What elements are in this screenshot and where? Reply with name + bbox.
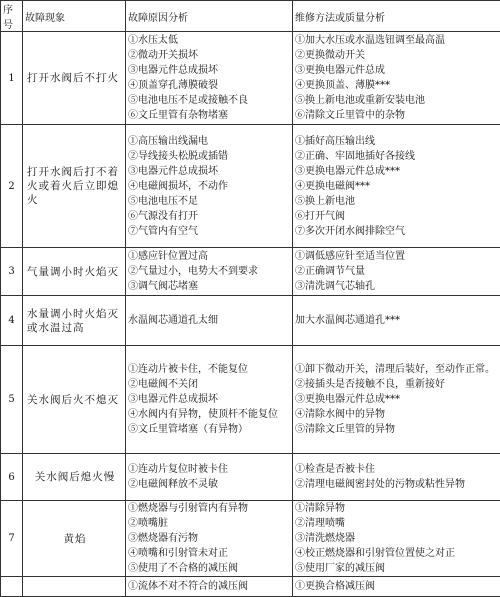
cause-item: ③燃烧器有污物 (128, 531, 290, 546)
repair-item: ③更换电器元件总成*** (295, 164, 498, 179)
cause-cell (126, 454, 293, 501)
row-number: 5 (1, 346, 23, 454)
cause-item: ①流体不对不符合的减压阀 (128, 579, 290, 594)
repair-item: ②更换微动开关 (295, 48, 498, 63)
header-symptom: 故障现象 (23, 1, 126, 32)
repair-cell (293, 346, 500, 454)
row-number: 7 (1, 501, 23, 577)
cause-item: ⑤电池电压不足 (128, 194, 290, 209)
cause-item: ②微动开关损坏 (128, 48, 290, 63)
header-no: 序号 (1, 1, 23, 32)
table-row (1, 346, 500, 454)
cause-item: 水温阀芯通道孔太细 (128, 313, 290, 328)
cause-item: ②喷嘴脏 (128, 516, 290, 531)
cause-item: ①燃烧器与引射管内有异物 (128, 501, 290, 516)
repair-item: ④清除水阀中的异物 (295, 407, 498, 422)
cause-item: ①连动片被卡住，不能复位 (128, 362, 290, 377)
cause-item: ③电器元件总成损坏 (128, 392, 290, 407)
cause-cell (126, 248, 293, 296)
cause-cell (126, 346, 293, 454)
cause-item: ①水压太低 (128, 33, 290, 48)
repair-item: ②接插头是否接触不良，重新接好 (295, 377, 498, 392)
repair-item: ①清除异物 (295, 501, 498, 516)
repair-item: ④校正燃烧器和引射管位置使之对正 (295, 546, 498, 561)
repair-cell (293, 296, 500, 346)
repair-item: ①调低感应针至适当位置 (295, 249, 498, 264)
cause-item: ⑥文丘里管有杂物堵塞 (128, 108, 290, 123)
row-number: 1 (1, 32, 23, 125)
repair-item: ②清理电磁阀密封处的污物或粘性异物 (295, 477, 498, 492)
repair-item: ①检查是否被卡住 (295, 462, 498, 477)
repair-item: ③清洗调气芯轴孔 (295, 279, 498, 294)
repair-item: ⑤换上新电池或重新安装电池 (295, 93, 498, 108)
symptom-cell: 关水阀后熄火慢 (23, 454, 126, 501)
repair-item: ⑤清除文丘里管的异物 (295, 422, 498, 437)
cause-item: ①连动片复位时被卡住 (128, 462, 290, 477)
row-number: 6 (1, 454, 23, 501)
repair-cell (293, 454, 500, 501)
cause-item: ②气量过小，电势大不到要求 (128, 264, 290, 279)
cause-item: ③电器元件总成损坏 (128, 164, 290, 179)
cause-item: ⑤文丘里管堵塞（有异物） (128, 422, 290, 437)
repair-item: ⑥清除文丘里管中的杂物 (295, 108, 498, 123)
cause-item: ④电磁阀损坏，不动作 (128, 179, 290, 194)
cause-item: ②导线接头松脱或插错 (128, 149, 290, 164)
cause-item: ③电器元件总成损坏 (128, 63, 290, 78)
repair-cell (293, 501, 500, 577)
repair-item: ⑤换上新电池 (295, 194, 498, 209)
cause-item: ①高压输出线漏电 (128, 134, 290, 149)
repair-item: ⑤使用厂家的减压阀 (295, 561, 498, 576)
header-cause: 故障原因分析 (126, 1, 293, 32)
repair-item: ①更换合格减压阀 (295, 579, 498, 594)
cause-cell (126, 125, 293, 248)
cause-item: ⑤使用了不合格的减压阀 (128, 561, 290, 576)
symptom-cell: 黄焰 (23, 501, 126, 577)
symptom-cell: 气量调小时火焰灭 (23, 248, 126, 296)
repair-cell (293, 32, 500, 125)
cause-item: ④水阀内有异物，使顶杆不能复位 (128, 407, 290, 422)
cause-item: ⑥气源没有打开 (128, 209, 290, 224)
repair-item: ③更换电器元件总成*** (295, 392, 498, 407)
cause-item: ⑦气管内有空气 (128, 224, 290, 239)
repair-item: ⑥打开气阀 (295, 209, 498, 224)
repair-cell (293, 125, 500, 248)
table-row (1, 32, 500, 125)
header-repair: 维修方法或质量分析 (293, 1, 500, 32)
row-number: 4 (1, 296, 23, 346)
cause-item: ③调气阀芯堵塞 (128, 279, 290, 294)
cause-item: ②电磁阀释放不灵敏 (128, 477, 290, 492)
table-row (1, 454, 500, 501)
cause-item: ④顶盖穿孔薄膜破裂 (128, 78, 290, 93)
repair-item: ①卸下微动开关，清理后装好，至动作正常。 (295, 362, 498, 377)
repair-item: ⑦多次开闭水阀排除空气 (295, 224, 498, 239)
header-row (1, 1, 500, 32)
cause-item: ④喷嘴和引射管未对正 (128, 546, 290, 561)
repair-item: ②清理喷嘴 (295, 516, 498, 531)
row-number (1, 577, 23, 597)
table-row (1, 296, 500, 346)
repair-item: ④更换电磁阀*** (295, 179, 498, 194)
repair-item: ①加大水压或水温选钮调至最高温 (295, 33, 498, 48)
cause-item: ②电磁阀不关闭 (128, 377, 290, 392)
symptom-cell: 打开水阀后打不着火或着火后立即熄火 (23, 125, 126, 248)
repair-cell (293, 248, 500, 296)
symptom-cell: 打开水阀后不打火 (23, 32, 126, 125)
repair-item: ②正确调节气量 (295, 264, 498, 279)
repair-item: ①插好高压输出线 (295, 134, 498, 149)
table-row (1, 501, 500, 577)
table-row (1, 577, 500, 597)
repair-item: 加大水温阀芯通道孔*** (295, 313, 498, 328)
symptom-cell (23, 577, 126, 597)
cause-cell (126, 501, 293, 577)
row-number: 3 (1, 248, 23, 296)
cause-item: ①感应针位置过高 (128, 249, 290, 264)
repair-item: ②正确、牢固地插好各接线 (295, 149, 498, 164)
symptom-cell: 关水阀后火不熄灭 (23, 346, 126, 454)
cause-cell (126, 296, 293, 346)
cause-item: ⑤电池电压不足或接触不良 (128, 93, 290, 108)
table-row (1, 248, 500, 296)
repair-item: ④更换顶盖、薄膜*** (295, 78, 498, 93)
symptom-cell: 水量调小时火焰灭或水温过高 (23, 296, 126, 346)
table-row (1, 125, 500, 248)
cause-cell (126, 32, 293, 125)
repair-item: ③清洗燃烧器 (295, 531, 498, 546)
repair-item: ③更换电器元件总成 (295, 63, 498, 78)
repair-cell (293, 577, 500, 597)
cause-cell (126, 577, 293, 597)
row-number: 2 (1, 125, 23, 248)
